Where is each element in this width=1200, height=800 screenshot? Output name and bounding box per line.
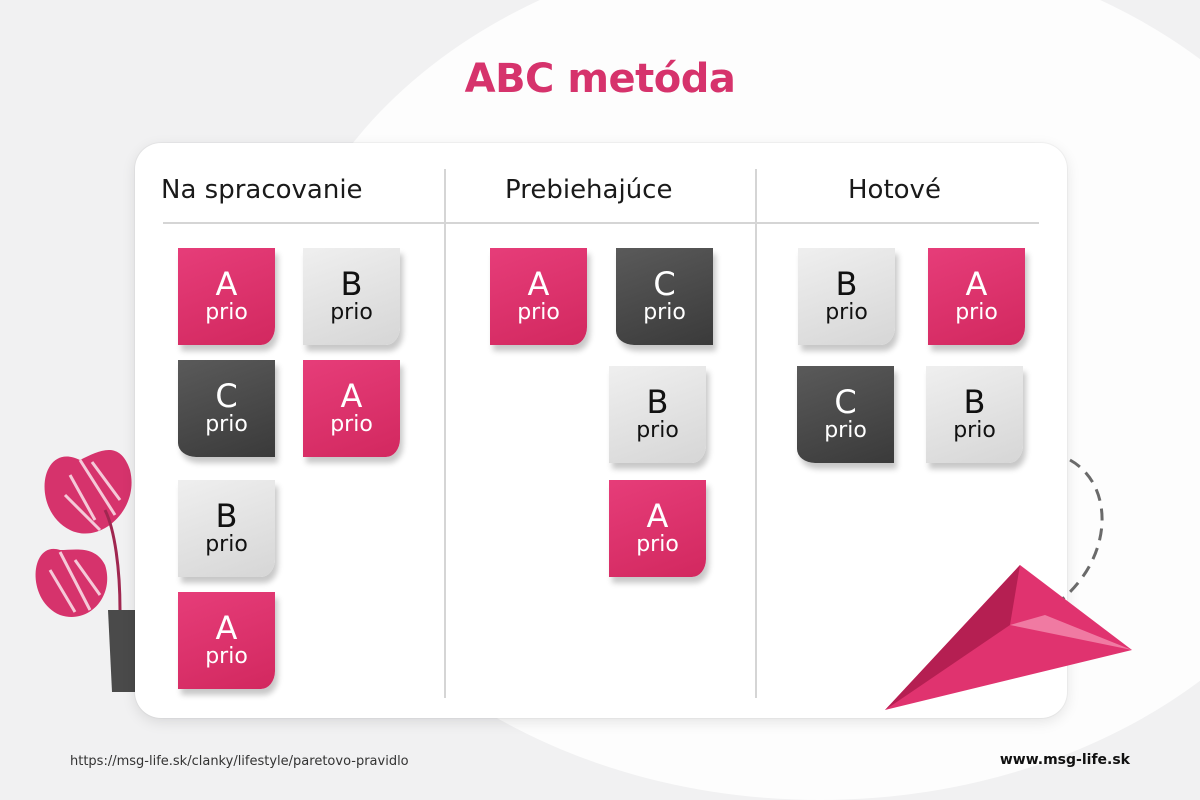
note-label: prio bbox=[517, 299, 560, 325]
note-label: prio bbox=[205, 411, 248, 437]
sticky-note-a[interactable] bbox=[609, 480, 706, 577]
note-label: prio bbox=[330, 411, 373, 437]
note-label: prio bbox=[636, 417, 679, 443]
note-letter: A bbox=[215, 608, 238, 647]
note-label: prio bbox=[953, 417, 996, 443]
note-label: prio bbox=[643, 299, 686, 325]
column-title-todo: Na spracovanie bbox=[161, 175, 363, 205]
note-label: prio bbox=[955, 299, 998, 325]
note-letter: B bbox=[340, 264, 363, 303]
sticky-note-a[interactable] bbox=[928, 248, 1025, 345]
sticky-note-a[interactable] bbox=[178, 592, 275, 689]
note-letter: C bbox=[834, 382, 857, 421]
footer-site-link[interactable]: www.msg-life.sk bbox=[999, 752, 1130, 768]
sticky-note-a[interactable] bbox=[178, 248, 275, 345]
sticky-note-c[interactable] bbox=[616, 248, 713, 345]
footer-source-url[interactable]: https://msg-life.sk/clanky/lifestyle/paretovo-pravidlo bbox=[70, 754, 409, 769]
page-title: ABC metóda bbox=[464, 56, 736, 102]
column-title-in-progress: Prebiehajúce bbox=[505, 175, 673, 205]
paper-plane-illustration bbox=[870, 440, 1140, 720]
header-divider bbox=[163, 222, 1039, 224]
note-letter: C bbox=[653, 264, 676, 303]
note-label: prio bbox=[330, 299, 373, 325]
note-letter: B bbox=[215, 496, 238, 535]
note-letter: A bbox=[965, 264, 988, 303]
sticky-note-b[interactable] bbox=[609, 366, 706, 463]
note-letter: B bbox=[646, 382, 669, 421]
sticky-note-b[interactable] bbox=[303, 248, 400, 345]
note-letter: C bbox=[215, 376, 238, 415]
note-label: prio bbox=[825, 299, 868, 325]
sticky-note-a[interactable] bbox=[303, 360, 400, 457]
column-title-done: Hotové bbox=[848, 175, 941, 205]
note-label: prio bbox=[205, 531, 248, 557]
sticky-note-b[interactable] bbox=[798, 248, 895, 345]
sticky-note-c[interactable] bbox=[178, 360, 275, 457]
note-label: prio bbox=[636, 531, 679, 557]
note-letter: A bbox=[215, 264, 238, 303]
column-divider bbox=[444, 169, 446, 698]
note-letter: B bbox=[963, 382, 986, 421]
sticky-note-a[interactable] bbox=[490, 248, 587, 345]
note-letter: A bbox=[527, 264, 550, 303]
note-letter: A bbox=[340, 376, 363, 415]
note-label: prio bbox=[205, 299, 248, 325]
note-label: prio bbox=[824, 417, 867, 443]
note-letter: B bbox=[835, 264, 858, 303]
sticky-note-b[interactable] bbox=[178, 480, 275, 577]
note-label: prio bbox=[205, 643, 248, 669]
note-letter: A bbox=[646, 496, 669, 535]
column-divider bbox=[755, 169, 757, 698]
